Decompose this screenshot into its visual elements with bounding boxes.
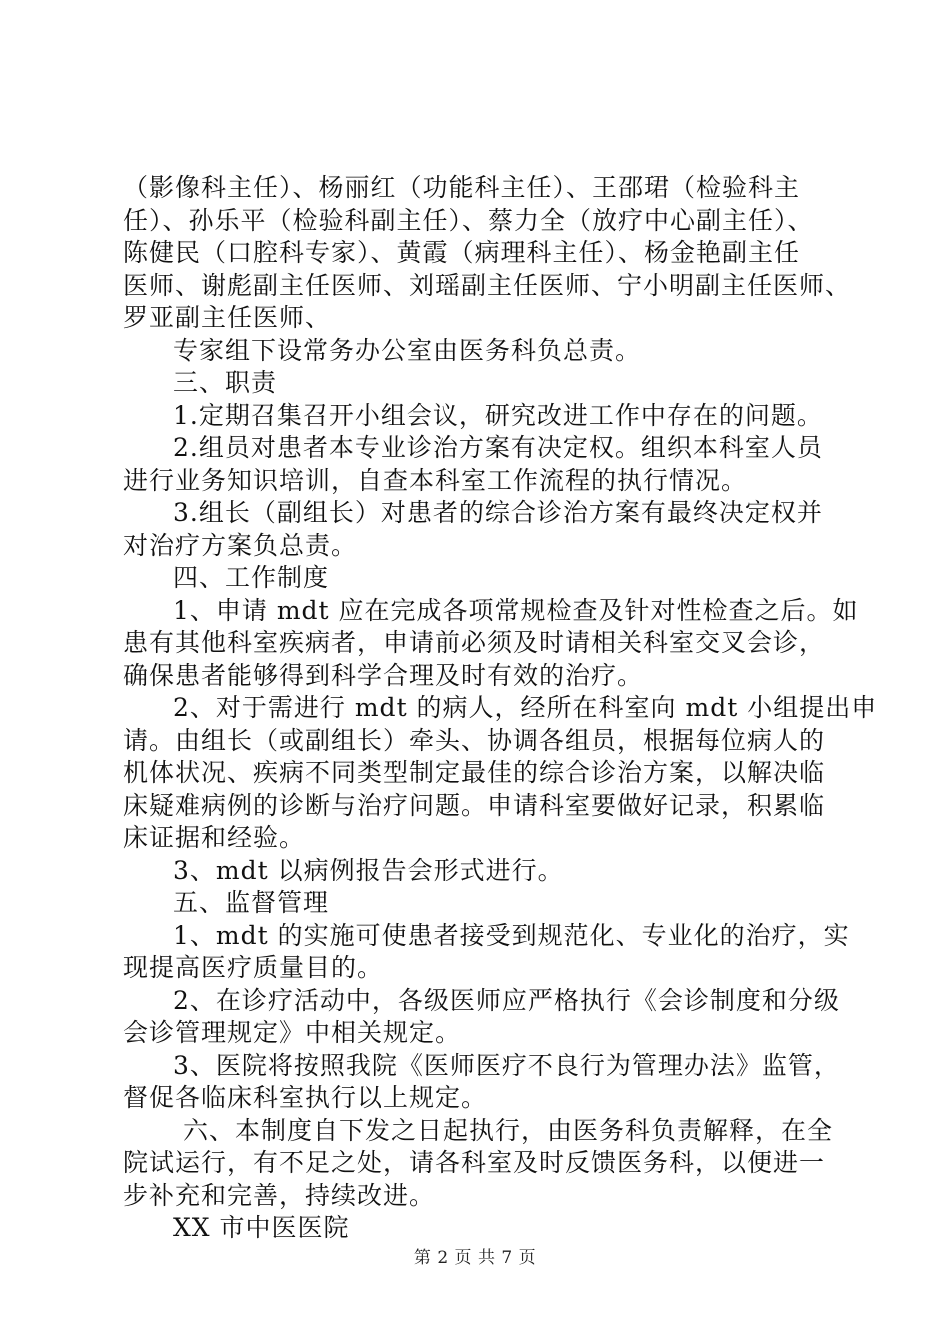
text-line: 现提高医疗质量目的。	[123, 953, 384, 982]
paragraph-line: 2、对于需进行 mdt 的病人，经所在科室向 mdt 小组提出申	[173, 693, 878, 722]
paragraph-line: 2.组员对患者本专业诊治方案有决定权。组织本科室人员	[173, 433, 823, 462]
paragraph-line: 六、本制度自下发之日起执行，由医务科负责解释，在全	[183, 1115, 834, 1145]
text-line: 确保患者能够得到科学合理及时有效的治疗。	[123, 660, 644, 690]
text-line: 床证据和经验。	[123, 823, 306, 852]
text-line: 任）、孙乐平（检验科副主任）、蔡力全（放疗中心副主任）、	[123, 205, 814, 235]
text-line: 院试运行，有不足之处，请各科室及时反馈医务科，以便进一	[123, 1148, 826, 1177]
section-heading: 五、监督管理	[173, 888, 330, 917]
paragraph-line: 3、医院将按照我院《医师医疗不良行为管理办法》监管，	[173, 1050, 840, 1080]
paragraph-line: 专家组下设常务办公室由医务科负总责。	[173, 335, 642, 365]
text-line: 步补充和完善，持续改进。	[123, 1180, 436, 1210]
text-line: 督促各临床科室执行以上规定。	[123, 1083, 488, 1112]
text-line: 机体状况、疾病不同类型制定最佳的综合诊治方案，以解决临	[123, 758, 826, 787]
section-heading: 三、职责	[173, 368, 278, 397]
paragraph-line: 1、mdt 的实施可使患者接受到规范化、专业化的治疗，实	[173, 920, 850, 950]
text-line: 请。由组长（或副组长）牵头、协调各组员，根据每位病人的	[123, 725, 826, 755]
text-line: 床疑难病例的诊断与治疗问题。申请科室要做好记录，积累临	[123, 790, 826, 820]
text-line: 罗亚副主任医师、	[123, 303, 332, 332]
page-number: 第 2 页 共 7 页	[413, 1248, 537, 1268]
text-line: 患有其他科室疾病者，申请前必须及时请相关科室交叉会诊，	[123, 628, 826, 657]
paragraph-line: 2、在诊疗活动中，各级医师应严格执行《会诊制度和分级	[173, 985, 840, 1015]
section-heading: 四、工作制度	[173, 563, 330, 592]
paragraph-line: 1、申请 mdt 应在完成各项常规检查及针对性检查之后。如	[173, 595, 859, 625]
text-line: 陈健民（口腔科专家）、黄霞（病理科主任）、杨金艳副主任	[123, 238, 801, 267]
text-line: 会诊管理规定》中相关规定。	[123, 1018, 462, 1047]
paragraph-line: 3、mdt 以病例报告会形式进行。	[173, 855, 564, 885]
paragraph-line: 1.定期召集召开小组会议，研究改进工作中存在的问题。	[173, 400, 823, 430]
text-line: 医师、谢彪副主任医师、刘瑶副主任医师、宁小明副主任医师、	[123, 270, 852, 300]
text-line: 对治疗方案负总责。	[123, 530, 358, 560]
text-line: 进行业务知识培训，自查本科室工作流程的执行情况。	[123, 465, 748, 495]
document-body	[123, 172, 878, 1245]
signature-line: XX 市中医医院	[173, 1213, 350, 1242]
paragraph-line: 3.组长（副组长）对患者的综合诊治方案有最终决定权并	[173, 498, 823, 527]
text-line: （影像科主任）、杨丽红（功能科主任）、王邵珺（检验科主	[123, 173, 801, 202]
